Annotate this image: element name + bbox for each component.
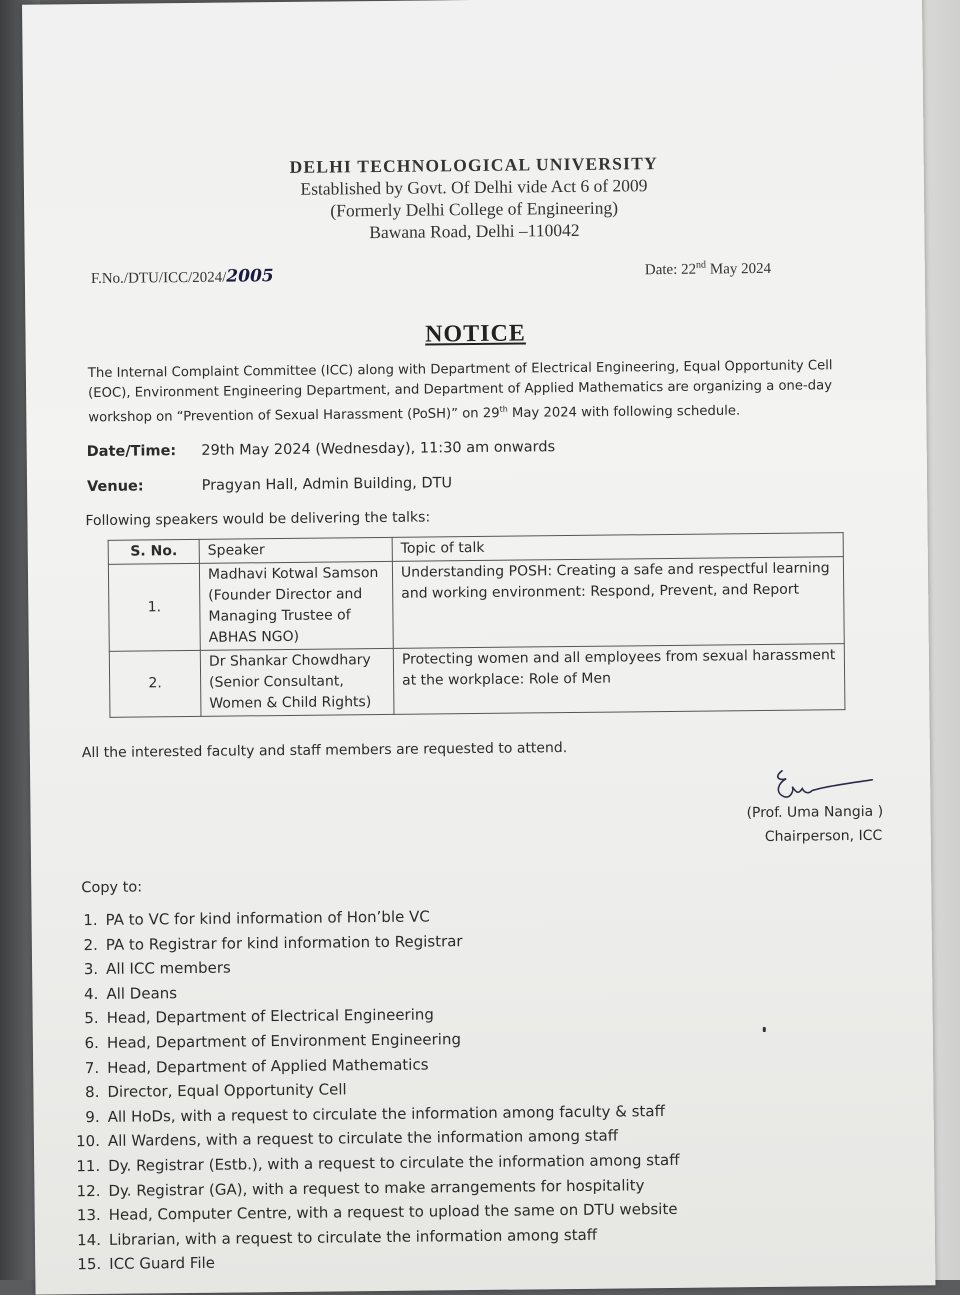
list-item-number: 13.	[76, 1206, 101, 1225]
topic-line: at the workplace: Role of Men	[402, 670, 611, 689]
speaker-line: (Founder Director and	[208, 586, 363, 604]
topic-line: and working environment: Respond, Prevent, and Report	[401, 581, 800, 602]
list-item-number: 3.	[83, 960, 99, 979]
ink-dot	[763, 1027, 766, 1032]
list-item-number: 1.	[83, 910, 98, 930]
row-topic	[393, 644, 845, 715]
attendance-note: All the interested faculty and staff members are requested to attend.	[81, 740, 568, 762]
copy-to-label: Copy to:	[81, 879, 143, 897]
venue-row	[87, 475, 452, 495]
list-item-number: 12.	[76, 1181, 101, 1200]
file-number-printed: F.No./DTU/ICC/2024/	[90, 269, 227, 288]
header-topic: Topic of talk	[392, 533, 843, 562]
row-speaker	[199, 561, 393, 650]
notice-date	[645, 259, 771, 279]
speaker-line: (Senior Consultant,	[209, 673, 344, 691]
date-prefix: Date: 22	[644, 261, 697, 279]
speaker-line: Madhavi Kotwal Samson	[207, 565, 379, 583]
list-item-number: 5.	[84, 1009, 99, 1028]
datetime-label: Date/Time:	[86, 443, 177, 461]
list-item-text: PA to VC for kind information of Hon’ble VC	[105, 907, 430, 929]
row-sno: 1.	[108, 563, 200, 651]
establishment-line: Established by Govt. Of Delhi vide Act 6 of 2009	[300, 175, 648, 199]
row-topic	[392, 557, 844, 649]
former-name-line: (Formerly Delhi College of Engineering)	[330, 197, 619, 221]
header-sno: S. No.	[108, 539, 199, 564]
signatory-name: (Prof. Uma Nangia )	[746, 803, 884, 822]
list-item-number: 7.	[84, 1058, 100, 1077]
list-item-text: Head, Department of Electrical Engineering	[106, 1005, 434, 1028]
intro-paragraph	[88, 356, 849, 428]
table-row	[108, 557, 844, 652]
table-row	[109, 644, 845, 718]
file-number-handwritten: 2005	[226, 266, 274, 287]
list-item-number: 6.	[84, 1033, 99, 1053]
list-item-number: 8.	[85, 1083, 100, 1102]
list-item-number: 9.	[85, 1107, 100, 1126]
signatory-block	[746, 800, 883, 849]
list-item-number: 14.	[77, 1230, 102, 1249]
list-item-text: PA to Registrar for kind information to Registrar	[105, 931, 463, 954]
list-item-text: All ICC members	[106, 958, 231, 979]
speakers-intro: Following speakers would be delivering the talks:	[85, 509, 431, 530]
schedule-table	[108, 532, 846, 718]
venue-value: Pragyan Hall, Admin Building, DTU	[201, 475, 453, 494]
list-item-text: Librarian, with a request to circulate the information among staff	[108, 1225, 598, 1249]
topic-line: Protecting women and all employees from sexual harassment	[401, 647, 836, 668]
list-item-text: Director, Equal Opportunity Cell	[107, 1080, 347, 1102]
list-item	[65, 1246, 681, 1277]
list-item-number: 4.	[83, 984, 99, 1003]
list-item-text: Dy. Registrar (Estb.), with a request to circulate the information among staff	[108, 1150, 680, 1175]
topic-line: Understanding POSH: Creating a safe and respectful learning	[400, 560, 830, 581]
list-item-number: 2.	[83, 935, 98, 954]
list-item-text: Dy. Registrar (GA), with a request to make arrangements for hospitality	[108, 1175, 645, 1200]
speaker-line: Dr Shankar Chowdhary	[208, 652, 371, 670]
list-item-text: ICC Guard File	[109, 1254, 216, 1274]
list-item-number: 15.	[77, 1255, 102, 1274]
signatory-designation: Chairperson, ICC	[764, 827, 883, 845]
letterhead	[24, 149, 925, 246]
date-suffix: May 2024	[705, 260, 772, 278]
copy-to-list	[61, 902, 680, 1277]
list-item-text: All Deans	[106, 983, 178, 1003]
row-speaker	[200, 648, 394, 716]
row-sno: 2.	[109, 650, 201, 717]
speaker-line: Women & Child Rights)	[209, 694, 372, 712]
list-item-text: Head, Department of Applied Mathematics	[107, 1055, 429, 1077]
list-item-number: 10.	[75, 1132, 101, 1151]
file-number	[91, 266, 274, 288]
speaker-line: Managing Trustee of	[208, 607, 351, 625]
notice-document	[22, 0, 935, 1295]
header-speaker: Speaker	[199, 537, 392, 563]
list-item-text: Head, Department of Environment Engineering	[106, 1030, 462, 1052]
intro-ordinal: th	[499, 404, 508, 414]
list-item-text: Head, Computer Centre, with a request to upload the same on DTU website	[108, 1200, 678, 1224]
list-item-text: All Wardens, with a request to circulate the information among staff	[107, 1126, 619, 1151]
list-item-text: All HoDs, with a request to circulate the information among faculty & staff	[107, 1101, 665, 1126]
university-name: DELHI TECHNOLOGICAL UNIVERSITY	[289, 153, 658, 177]
datetime-value: 29th May 2024 (Wednesday), 11:30 am onwards	[201, 439, 556, 459]
notice-title: NOTICE	[425, 320, 526, 348]
speaker-line: ABHAS NGO)	[208, 628, 300, 646]
date-ordinal: nd	[695, 259, 707, 271]
address-line: Bawana Road, Delhi –110042	[369, 219, 580, 243]
datetime-row	[87, 439, 556, 460]
venue-label: Venue:	[86, 478, 144, 496]
list-item-number: 11.	[76, 1156, 101, 1176]
intro-text-1: The Internal Complaint Committee (ICC) along with Department of Electrical Engineering, Equal Opportunity Cell (EOC), Environment Engineering Department, and Department of Applied Mathematics are organizing a one-day workshop on “Prevention of Sexual Harassment (PoSH)” on 29	[87, 358, 833, 426]
intro-text-2: May 2024 with following schedule.	[507, 403, 741, 422]
